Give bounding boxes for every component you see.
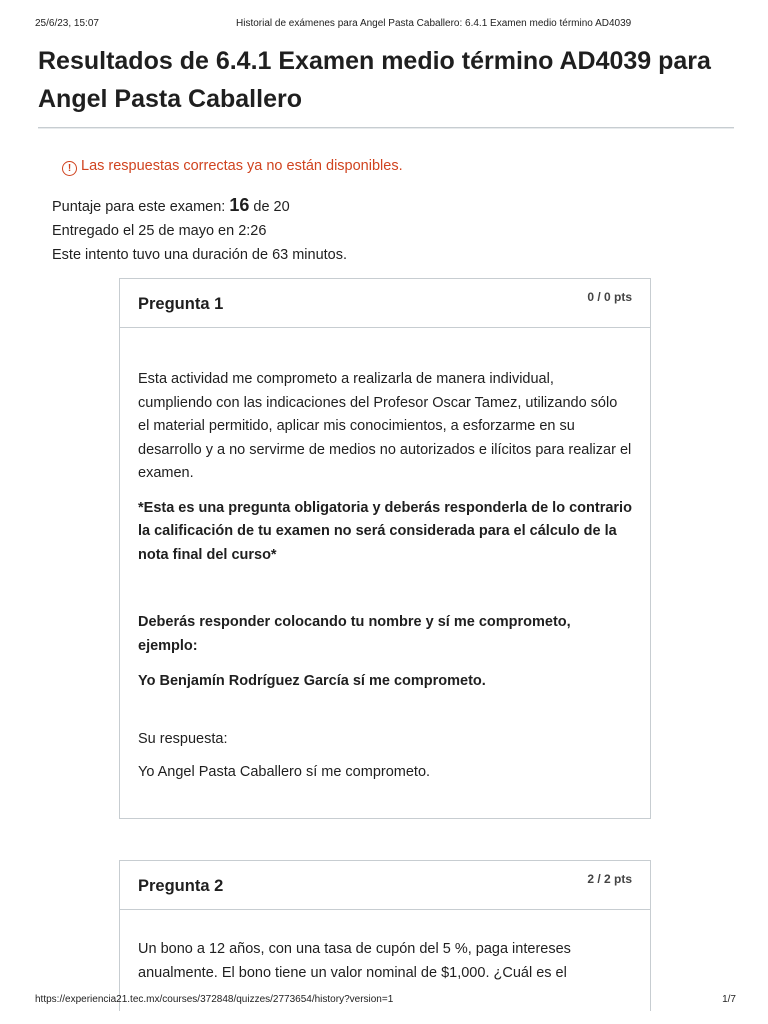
attempt-duration: Este intento tuvo una duración de 63 minutos. — [52, 247, 348, 263]
page-url: https://experiencia21.tec.mx/courses/372848/quizzes/2773654/history?version=1 — [35, 994, 394, 1005]
quiz-summary — [52, 193, 347, 267]
question-card — [119, 278, 651, 819]
question-text: Un bono a 12 años, con una tasa de cupón del 5 %, paga intereses anualmente. El bono tiene un valor nominal de $1,000. ¿Cuál es el — [138, 941, 571, 981]
student-answer: Yo Angel Pasta Caballero sí me comprometo. — [138, 764, 431, 780]
question-card — [119, 860, 651, 1011]
score-suffix: de 20 — [249, 199, 290, 215]
notice-text: Las respuestas correctas ya no están disponibles. — [81, 158, 403, 174]
answers-unavailable-notice — [62, 158, 403, 176]
question-points: 0 / 0 pts — [587, 290, 632, 304]
question-body — [138, 938, 632, 985]
question-points: 2 / 2 pts — [587, 872, 632, 886]
print-header — [0, 18, 768, 32]
submitted-date: Entregado el 25 de mayo en 2:26 — [52, 223, 267, 239]
question-header — [120, 279, 650, 328]
question-body — [138, 368, 632, 785]
print-datetime: 25/6/23, 15:07 — [35, 18, 99, 29]
exclamation-circle-icon: ! — [62, 161, 77, 176]
question-header — [120, 861, 650, 910]
question-example: Yo Benjamín Rodríguez García sí me comprometo. — [138, 673, 486, 689]
question-text: Esta actividad me comprometo a realizarla de manera individual, cumpliendo con las indicaciones del Profesor Oscar Tamez, utilizando sólo el material permitido, aplicar mis conocimientos, a esforzarme en su desarrollo y a no servirme de medios no autorizados e ilícitos para realizar el examen. — [138, 371, 632, 481]
score-line — [52, 193, 347, 219]
print-document-title: Historial de exámenes para Angel Pasta Caballero: 6.4.1 Examen medio término AD4039 — [236, 18, 632, 29]
answer-label: Su respuesta: — [138, 730, 228, 747]
page-number: 1/7 — [722, 994, 736, 1005]
page-title: Resultados de 6.4.1 Examen medio término AD4039 para Angel Pasta Caballero — [38, 47, 711, 113]
score-value: 16 — [229, 195, 250, 215]
question-title: Pregunta 1 — [138, 295, 224, 313]
question-requirement: *Esta es una pregunta obligatoria y deberás responderla de lo contrario la calificación de tu examen no será considerada para el cálculo de la nota final del curso* — [138, 499, 632, 563]
question-title: Pregunta 2 — [138, 877, 224, 895]
score-label: Puntaje para este examen: — [52, 199, 230, 215]
question-instructions: Deberás responder colocando tu nombre y sí me comprometo, ejemplo: — [138, 614, 571, 654]
title-divider — [38, 127, 734, 129]
